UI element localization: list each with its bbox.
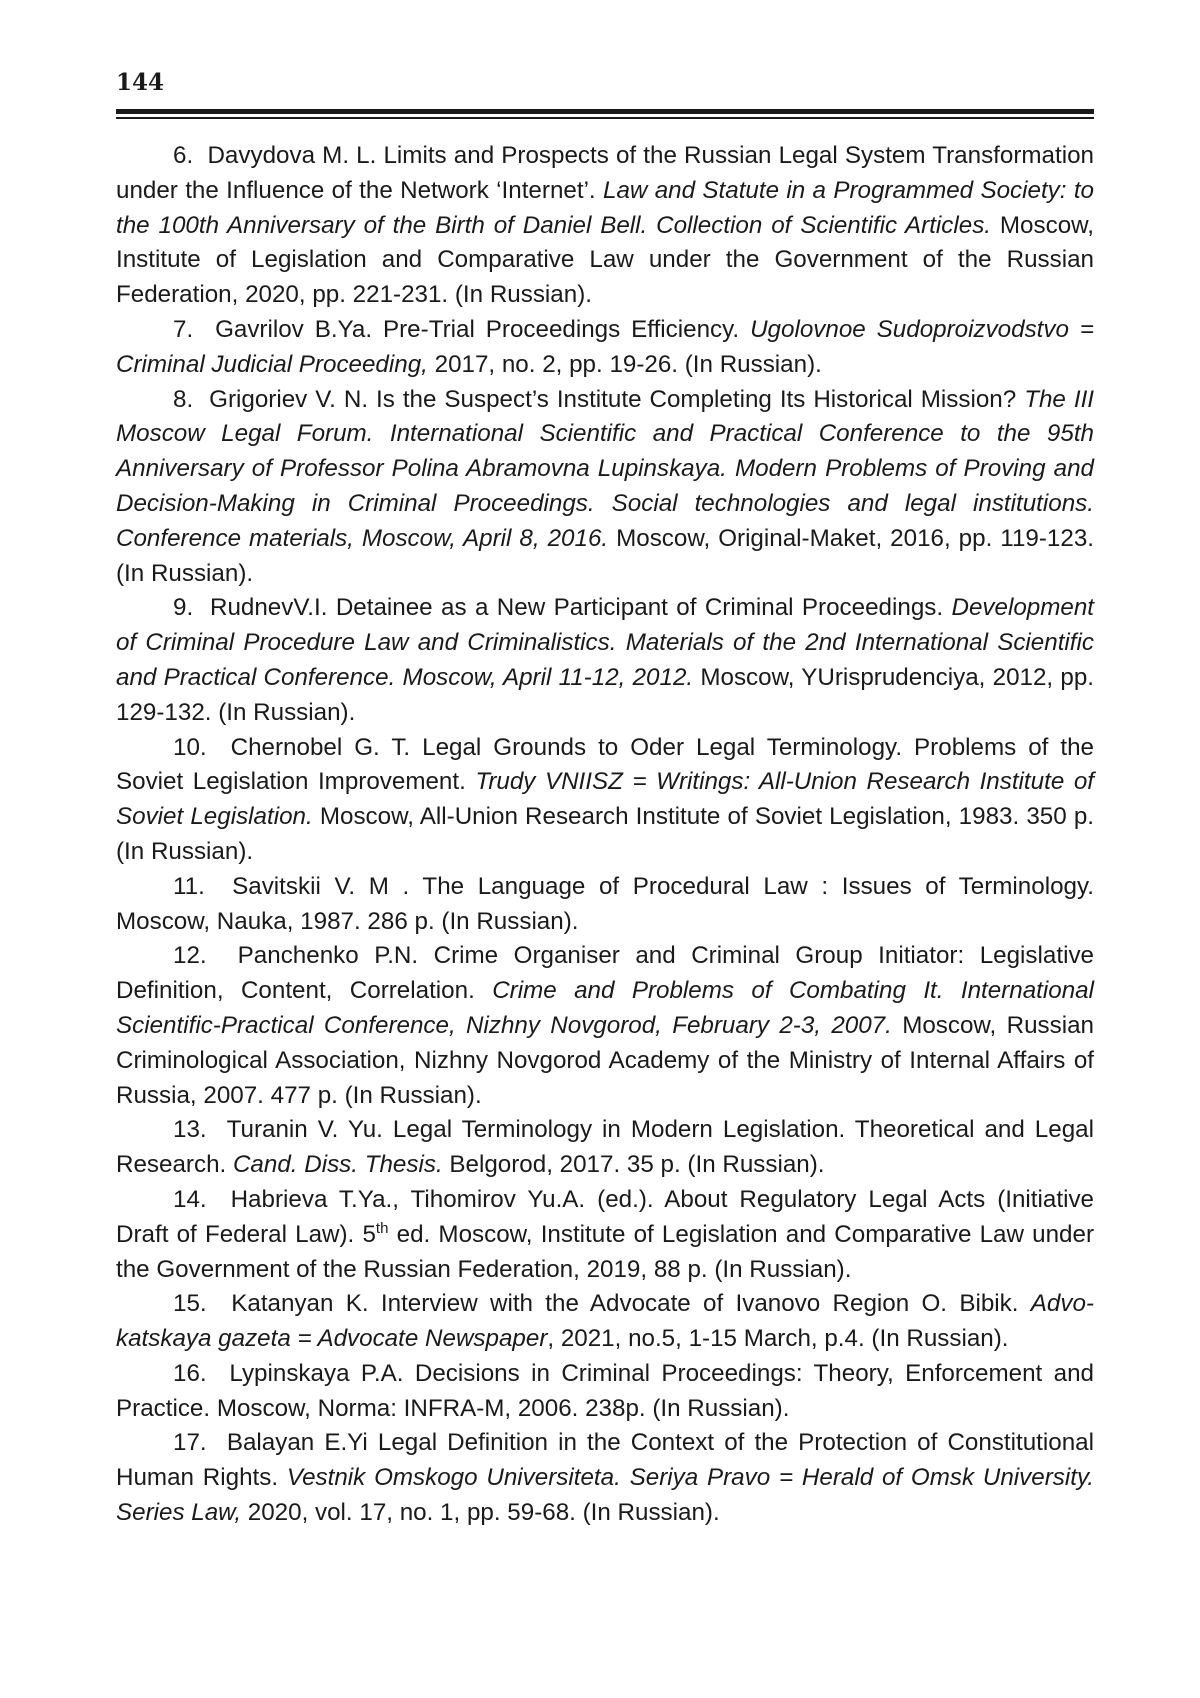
reference-text: Moscow, YUrisprudenciya, 2012, pp. 129-132. (In Russian).	[116, 663, 1095, 726]
reference-title-italic: The III Moscow Legal Forum. International Scientific and Practical Conference to the 95th Anniversary of Professor Polina Abramovna Lupinskaya. Modern Problems of Proving and Decision-Making in Criminal Proceedings. Social technologies and legal institutions. Conference materials, Moscow, April 8, 2016.	[116, 385, 1095, 552]
reference-number: 17.	[173, 1429, 207, 1457]
reference-title-italic: Ugolovnoe Sudoproizvodstvo = Criminal Judicial Proceeding,	[116, 315, 1094, 378]
reference-number: 15.	[173, 1290, 207, 1318]
reference-item	[116, 1426, 1094, 1530]
reference-text: Grigoriev V. N. Is the Suspect’s Institute Completing Its Historical Mission?	[209, 385, 1025, 413]
reference-number: 16.	[173, 1359, 207, 1387]
reference-text: Moscow, Original-Maket, 2016, pp. 119-123. (In Russian).	[116, 524, 1094, 587]
reference-item	[116, 383, 1094, 592]
reference-text: Savitskii V. M . The Language of Procedural Law : Issues of Terminology. Moscow, Nauka, 1987. 286 p. (In Russian).	[116, 872, 1094, 935]
reference-item	[116, 1287, 1094, 1357]
reference-text: Lypinskaya P.A. Decisions in Criminal Proceedings: Theory, Enforcement and Practice. Moscow, Norma: INFRA-M, 2006. 238p. (In Russian).	[116, 1359, 1094, 1422]
reference-title-italic: Trudy VNIISZ = Writings: All-Union Research Institute of Soviet Legislation.	[116, 768, 1094, 831]
reference-title-italic: Crime and Problems of Combating It. International Scientific-Practical Conference, Nizhny Novgorod, February 2-3, 2007.	[116, 977, 1094, 1039]
reference-text: 2017, no. 2, pp. 19-26. (In Russian).	[427, 350, 822, 378]
reference-text: Balayan E.Yi Legal Definition in the Context of the Protection of Constitutional Human Rights.	[116, 1429, 1094, 1492]
reference-text: Chernobel G. T. Legal Grounds to Oder Legal Terminology. Problems of the Soviet Legislation Improvement.	[116, 733, 1094, 796]
reference-superscript: th	[375, 1219, 389, 1237]
reference-item	[116, 139, 1094, 313]
reference-text: Gavrilov B.Ya. Pre-Trial Proceedings Efficiency.	[215, 315, 751, 343]
header-rule-thin	[116, 117, 1094, 119]
reference-item	[116, 1113, 1094, 1183]
reference-item	[116, 1183, 1094, 1287]
reference-title-italic: Cand. Diss. Thesis.	[232, 1151, 443, 1179]
reference-number: 9.	[173, 594, 194, 622]
reference-number: 11.	[173, 872, 205, 900]
reference-text: , 2021, no.5, 1-15 March, p.4. (In Russian).	[547, 1325, 1009, 1353]
reference-text: Moscow, Russian Criminological Association, Nizhny Novgorod Academy of the Ministry of Internal Affairs of Russia, 2007. 477 p. (In Russian).	[116, 1011, 1094, 1109]
reference-title-italic: Law and Statute in a Programmed Society: to the 100th Anniversary of the Birth of Daniel Bell. Collection of Scientific Articles.	[116, 176, 1095, 239]
reference-number: 12.	[173, 942, 207, 970]
reference-text: RudnevV.I. Detainee as a New Participant of Criminal Proceedings.	[209, 594, 952, 622]
reference-text: Panchenko P.N. Crime Organiser and Criminal Group Initiator: Legislative Definition, Content, Correlation.	[116, 942, 1094, 1005]
header-rule-thick	[116, 109, 1094, 114]
reference-text: Moscow, All-Union Research Institute of Soviet Legislation, 1983. 350 p. (In Russian).	[116, 803, 1094, 865]
reference-number: 6.	[173, 142, 194, 169]
reference-title-italic: Development of Criminal Procedure Law and Criminalistics. Materials of the 2nd International Scientific and Practical Conference. Moscow, April 11-12, 2012.	[116, 594, 1094, 691]
reference-title-italic: Vestnik Omskogo Universiteta. Seriya Pravo = Herald of Omsk University. Series Law,	[116, 1464, 1094, 1527]
reference-title-italic: Advokatskaya gazeta = Advocate Newspaper	[116, 1290, 1094, 1353]
reference-text: Katanyan K. Interview with the Advocate of Ivanovo Region O. Bibik.	[231, 1290, 1031, 1318]
reference-item	[116, 313, 1094, 383]
reference-text: Habrieva T.Ya., Tihomirov Yu.A. (ed.). About Regulatory Legal Acts (Initiative Draft of Federal Law). 5	[116, 1185, 1094, 1248]
reference-item	[116, 939, 1094, 1113]
reference-number: 13.	[173, 1116, 207, 1144]
reference-text: 2020, vol. 17, no. 1, pp. 59-68. (In Russian).	[241, 1499, 720, 1527]
reference-text: Belgorod, 2017. 35 p. (In Russian).	[442, 1151, 825, 1179]
reference-item	[116, 1357, 1094, 1427]
reference-text: Davydova M. L. Limits and Prospects of the Russian Legal System Transformation under the Influence of the Network ‘Internet’.	[116, 142, 1094, 204]
reference-text: ed. Moscow, Institute of Legislation and Comparative Law under the Government of the Russian Federation, 2019, 88 p. (In Russian).	[116, 1220, 1094, 1283]
reference-item	[116, 731, 1094, 870]
reference-item	[116, 591, 1094, 730]
reference-item	[116, 870, 1094, 940]
reference-text: Moscow, Institute of Legislation and Comparative Law under the Government of the Russian Federation, 2020, pp. 221-231. (In Russian).	[116, 211, 1094, 309]
reference-number: 14.	[173, 1185, 207, 1213]
reference-text: Turanin V. Yu. Legal Terminology in Modern Legislation. Theoretical and Legal Research.	[116, 1116, 1094, 1179]
reference-number: 8.	[173, 385, 194, 413]
reference-number: 10.	[173, 733, 207, 761]
page-number: 144	[116, 69, 165, 96]
reference-list	[116, 139, 1094, 1531]
reference-number: 7.	[173, 315, 194, 343]
